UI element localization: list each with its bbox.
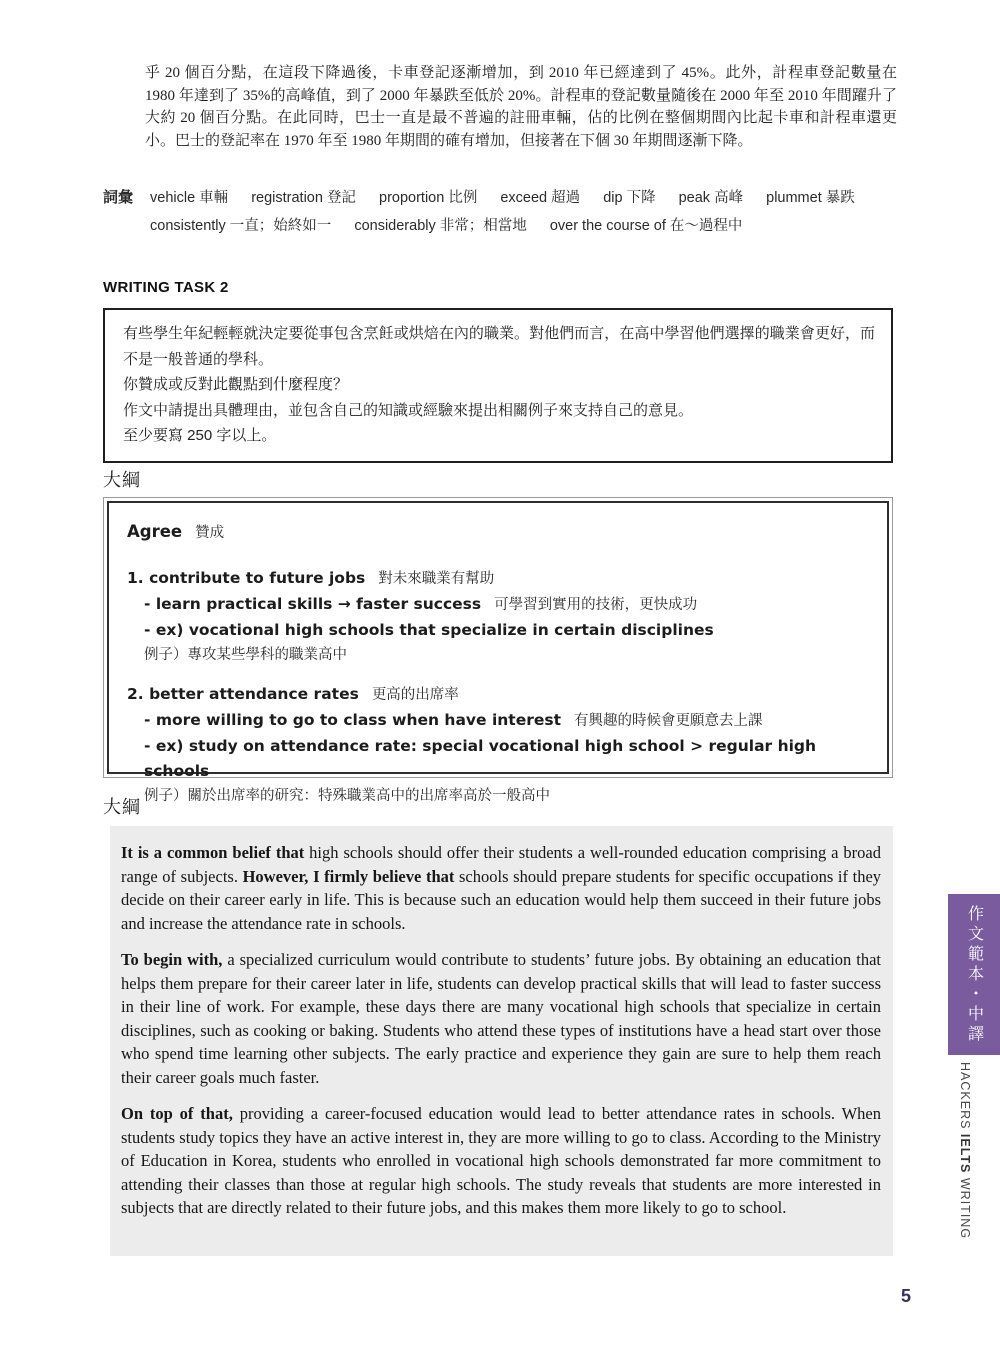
brand-writing: WRITING bbox=[958, 1173, 972, 1240]
vocab-def: 比例 bbox=[448, 190, 478, 206]
vocab-entry bbox=[150, 212, 331, 240]
vocab-entry bbox=[679, 184, 743, 212]
vocab-term: considerably bbox=[354, 218, 436, 234]
vocab-def: 下降 bbox=[626, 190, 656, 206]
essay-text: high schools should offer their students a well-rounded education comprising a broad range of subjects. bbox=[121, 843, 881, 886]
vocab-term: over the course of bbox=[549, 218, 666, 234]
vocab-def: 高峰 bbox=[714, 190, 744, 206]
vocab-term: registration bbox=[251, 190, 323, 206]
vocab-entry bbox=[500, 184, 580, 212]
point-1-sub-1-en: - learn practical skills → faster success bbox=[144, 595, 482, 613]
point-2-sub-1-en: - more willing to go to class when have interest bbox=[144, 711, 562, 729]
stance-zh: 贊成 bbox=[195, 525, 225, 541]
brand-vertical-text bbox=[958, 1062, 972, 1239]
continued-translation-paragraph: 乎 20 個百分點，在這段下降過後，卡車登記逐漸增加，到 2010 年已經達到了 45%。此外，計程車登記數量在 1980 年達到了 35%的高峰值，到了 2000 年暴跌至低於 20%。計程車的登記數量隨後在 2000 年至 2010 年間躍升了大約 20 個百分點。在此同時，巴士一直是最不普遍的註冊車輛，佔的比例在整個期間內比起卡車和計程車還更小。巴士的登記率在 1970 年至 1980 年期間的確有增加，但接著在下個 30 年期間逐漸下降。 bbox=[145, 65, 897, 149]
section-side-tab bbox=[948, 894, 1000, 1055]
section-side-tab-label: 作文範本・中譯 bbox=[965, 904, 983, 1045]
vocab-rows bbox=[150, 184, 898, 240]
point-2-en: 2. better attendance rates bbox=[127, 685, 359, 703]
outline-point-1-sub-1 bbox=[127, 592, 869, 618]
vocab-entry bbox=[550, 212, 743, 240]
vocab-section bbox=[103, 184, 898, 240]
point-1-zh: 對未來職業有幫助 bbox=[378, 571, 495, 587]
vocab-entry bbox=[150, 184, 228, 212]
outline-box bbox=[103, 497, 893, 804]
vocab-entry bbox=[354, 212, 526, 240]
outline-point-2-sub-2 bbox=[127, 734, 869, 784]
essay-paragraph-3 bbox=[121, 1102, 881, 1220]
outline-box-inner bbox=[107, 501, 889, 804]
vocab-label: 詞彙 bbox=[103, 189, 134, 206]
vocab-row-1 bbox=[150, 184, 898, 212]
point-1-en: 1. contribute to future jobs bbox=[127, 569, 366, 587]
essay-text: a specialized curriculum would contribute to students’ future jobs. By obtaining an education that helps them prepare for their career later in life, students can develop practical skills that will lead to faster success in their line of work. For example, these days there are many vocational high schools that specialize in certain disciplines, such as cooking or baking. Students who attend these types of institutions have a head start over those who spend time learning other subjects. The early practice and experience they gain are sure to help them reach their career goals much faster. bbox=[121, 950, 881, 1087]
essay-bold-phrase: To begin with, bbox=[121, 950, 223, 969]
outline-point-1-sub-2 bbox=[127, 618, 869, 643]
brand-hackers: HACKERS bbox=[958, 1062, 972, 1134]
vocab-def: 車輛 bbox=[199, 190, 229, 206]
point-1-sub-2-en: - ex) vocational high schools that specialize in certain disciplines bbox=[144, 621, 714, 639]
vocab-def: 超過 bbox=[551, 190, 581, 206]
point-2-sub-1-zh: 有興趣的時候會更願意去上課 bbox=[574, 713, 763, 729]
vocab-def: 在～過程中 bbox=[669, 218, 743, 234]
outline-spacer bbox=[127, 668, 869, 682]
prompt-line: 至少要寫 250 字以上。 bbox=[123, 427, 277, 444]
vocab-def: 登記 bbox=[326, 190, 356, 206]
point-1-sub-1-zh: 可學習到實用的技術，更快成功 bbox=[494, 597, 698, 613]
vocab-def: 非常；相當地 bbox=[439, 218, 527, 234]
essay-section-heading: 大綱 bbox=[103, 797, 141, 817]
brand-ielts: IELTS bbox=[958, 1133, 972, 1174]
vocab-term: peak bbox=[678, 190, 711, 206]
vocab-term: dip bbox=[603, 190, 623, 206]
point-2-sub-2-en: - ex) study on attendance rate: special vocational high school > regular high schools bbox=[144, 737, 817, 780]
model-essay-box bbox=[110, 826, 893, 1256]
vocab-entry bbox=[379, 184, 477, 212]
vocab-def: 暴跌 bbox=[825, 190, 855, 206]
vocab-term: consistently bbox=[150, 218, 226, 234]
essay-bold-phrase: On top of that, bbox=[121, 1104, 233, 1123]
vocab-entry bbox=[766, 184, 855, 212]
outline-point-2-example-zh: 例子）關於出席率的研究：特殊職業高中的出席率高於一般高中 bbox=[144, 788, 550, 804]
essay-text: schools should prepare students for specific occupations if they decide on their career early in life. This is because such an education would help them succeed in their future jobs and increase the attendance rate in schools. bbox=[121, 866, 882, 933]
vocab-def: 一直；始終如一 bbox=[229, 218, 332, 234]
writing-task-2-heading: WRITING TASK 2 bbox=[103, 279, 229, 296]
outline-stance bbox=[127, 519, 869, 546]
prompt-line: 你贊成或反對此觀點到什麼程度？ bbox=[123, 376, 349, 393]
essay-paragraph-2 bbox=[121, 948, 881, 1089]
vocab-row-2 bbox=[150, 212, 898, 240]
page-number: 5 bbox=[901, 1286, 912, 1306]
outline-heading: 大綱 bbox=[103, 470, 141, 490]
essay-text: providing a career-focused education would lead to better attendance rates in schools. When students study topics they have an active interest in, they are more willing to go to class. According to the Ministry of Education in Korea, students who enrolled in vocational high schools demonstrated far more commitment to attending their classes than those at regular high schools. The study reveals that students are more interested in subjects that are directly related to their future jobs, and this makes them more likely to go to school. bbox=[121, 1104, 881, 1217]
vocab-term: plummet bbox=[766, 190, 822, 206]
vocab-term: vehicle bbox=[150, 190, 196, 206]
essay-bold-phrase: However, I firmly believe that bbox=[242, 866, 455, 886]
essay-bold-phrase: It is a common belief that bbox=[121, 843, 305, 862]
vocab-term: proportion bbox=[379, 190, 445, 206]
outline-point-1 bbox=[127, 566, 869, 592]
stance-en: Agree bbox=[127, 522, 183, 541]
outline-point-2-sub-1 bbox=[127, 708, 869, 734]
prompt-line: 作文中請提出具體理由，並包含自己的知識或經驗來提出相關例子來支持自己的意見。 bbox=[123, 401, 694, 419]
outline-point-1-example-zh: 例子）專攻某些學科的職業高中 bbox=[144, 647, 347, 663]
outline-point-2 bbox=[127, 682, 869, 708]
writing-prompt-box bbox=[103, 308, 893, 463]
essay-paragraph-1 bbox=[121, 841, 881, 935]
vocab-term: exceed bbox=[500, 190, 548, 206]
point-2-zh: 更高的出席率 bbox=[371, 687, 459, 703]
prompt-line: 有些學生年紀輕輕就決定要從事包含烹飪或烘焙在內的職業。對他們而言，在高中學習他們選擇的職業會更好，而不是一般普通的學科。 bbox=[123, 325, 875, 368]
vocab-entry bbox=[251, 184, 356, 212]
vocab-entry bbox=[603, 184, 655, 212]
